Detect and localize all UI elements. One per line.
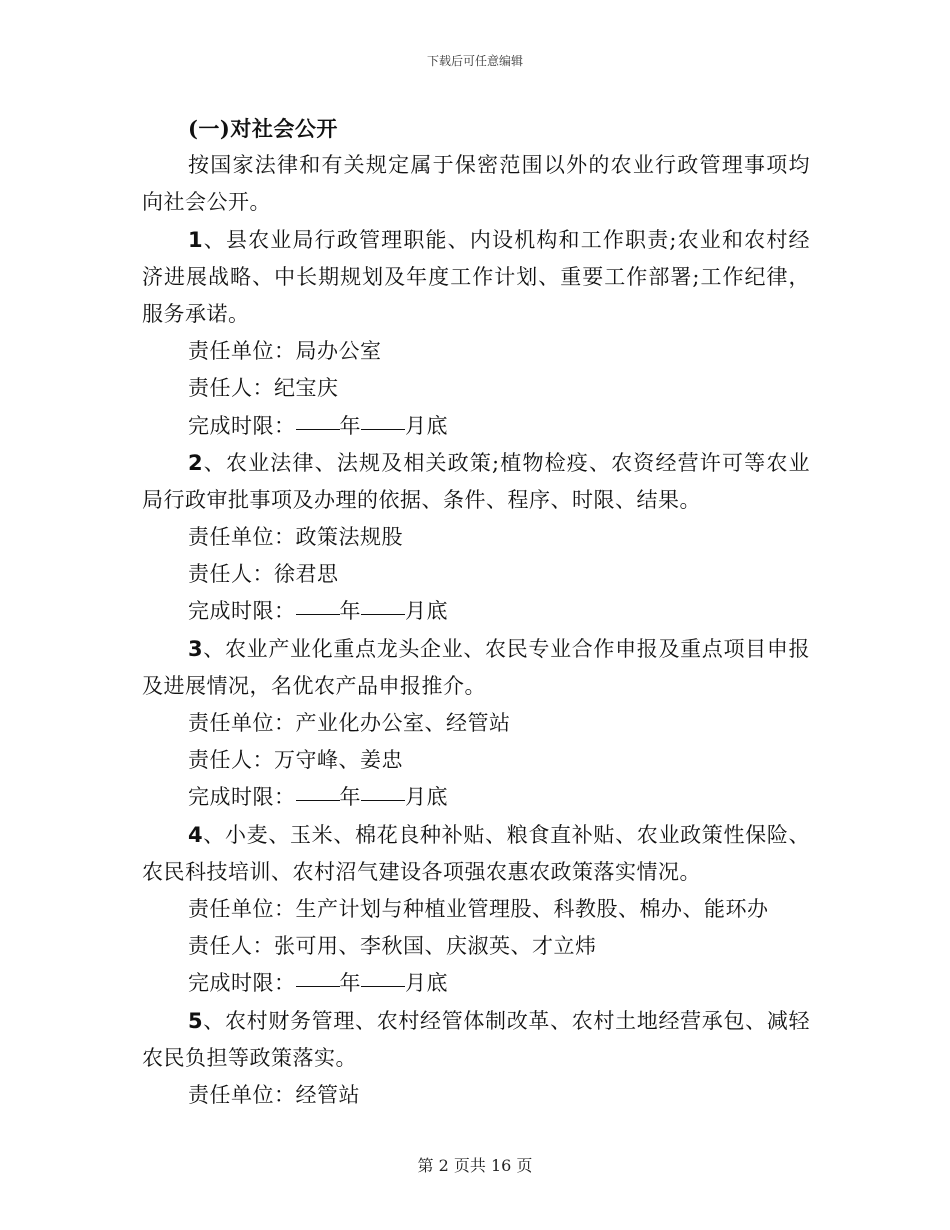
item-2-deadline	[142, 593, 810, 630]
item-5-text: 、农村财务管理、农村经管体制改革、农村土地经营承包、减轻	[203, 1008, 810, 1033]
item-1-line-3: 服务承诺。	[142, 301, 250, 326]
item-2-unit: 责任单位：政策法规股	[188, 525, 403, 550]
intro-line-2: 向社会公开。	[142, 190, 271, 215]
year-blank	[296, 613, 340, 615]
item-1-person: 责任人：纪宝庆	[188, 376, 339, 401]
year-blank	[296, 985, 340, 987]
document-body	[142, 110, 810, 1114]
item-3-person: 责任人：万守峰、姜忠	[188, 748, 403, 773]
item-4-text: 、小麦、玉米、棉花良种补贴、粮食直补贴、农业政策性保险、	[203, 822, 810, 847]
item-3-unit: 责任单位：产业化办公室、经管站	[188, 711, 511, 735]
item-5-unit: 责任单位：经管站	[188, 1082, 360, 1107]
item-4-line-1	[142, 817, 810, 854]
item-5-line-1	[142, 1003, 810, 1040]
item-1-deadline	[142, 408, 810, 445]
month-end-label: 月底	[405, 785, 448, 810]
item-3-line-1	[142, 631, 810, 668]
year-label: 年	[339, 785, 361, 810]
item-2-text: 、农业法律、法规及相关政策;植物检疫、农资经营许可等农业	[203, 450, 810, 475]
item-1-line-2: 济进展战略、中长期规划及年度工作计划、重要工作部署;工作纪律，	[142, 264, 810, 289]
item-2-person: 责任人：徐君思	[188, 562, 339, 587]
item-3-number: 3	[188, 636, 204, 661]
item-3-line-2: 及进展情况，名优农产品申报推介。	[142, 673, 486, 698]
item-1-text: 、县农业局行政管理职能、内设机构和工作职责;农业和农村经	[203, 227, 810, 252]
item-2-line-1	[142, 445, 810, 482]
item-3-text: 、农业产业化重点龙头企业、农民专业合作申报及重点项目申报	[203, 636, 810, 661]
item-5-number: 5	[188, 1008, 204, 1033]
deadline-label: 完成时限：	[188, 971, 296, 996]
month-blank	[361, 613, 405, 615]
item-5-line-2: 农民负担等政策落实。	[142, 1045, 357, 1070]
page-header: 下载后可任意编辑	[426, 54, 523, 68]
item-4-line-2: 农民科技培训、农村沼气建设各项强农惠农政策落实情况。	[142, 859, 701, 884]
month-blank	[361, 799, 405, 801]
section-title: (一)对社会公开	[188, 116, 338, 141]
item-4-unit: 责任单位：生产计划与种植业管理股、科教股、棉办、能环办	[188, 896, 769, 921]
year-label: 年	[339, 599, 361, 624]
year-blank	[296, 428, 340, 430]
month-blank	[361, 428, 405, 430]
deadline-label: 完成时限：	[188, 599, 296, 624]
month-end-label: 月底	[405, 413, 448, 438]
item-4-deadline	[142, 965, 810, 1002]
item-4-number: 4	[188, 822, 204, 847]
deadline-label: 完成时限：	[188, 413, 296, 438]
item-2-line-2: 局行政审批事项及办理的依据、条件、程序、时限、结果。	[142, 487, 701, 512]
year-label: 年	[339, 413, 361, 438]
intro-line-1: 按国家法律和有关规定属于保密范围以外的农业行政管理事项均	[188, 153, 810, 178]
year-blank	[296, 799, 340, 801]
month-blank	[361, 985, 405, 987]
item-4-person: 责任人：张可用、李秋国、庆淑英、才立炜	[188, 934, 597, 959]
month-end-label: 月底	[405, 599, 448, 624]
item-3-deadline	[142, 779, 810, 816]
month-end-label: 月底	[405, 971, 448, 996]
deadline-label: 完成时限：	[188, 785, 296, 810]
year-label: 年	[339, 971, 361, 996]
page-footer: 第 2 页共 16 页	[417, 1156, 533, 1175]
item-1-number: 1	[188, 227, 204, 252]
item-2-number: 2	[188, 450, 204, 475]
item-1-unit: 责任单位：局办公室	[188, 339, 382, 364]
item-1-line-1	[142, 222, 810, 259]
